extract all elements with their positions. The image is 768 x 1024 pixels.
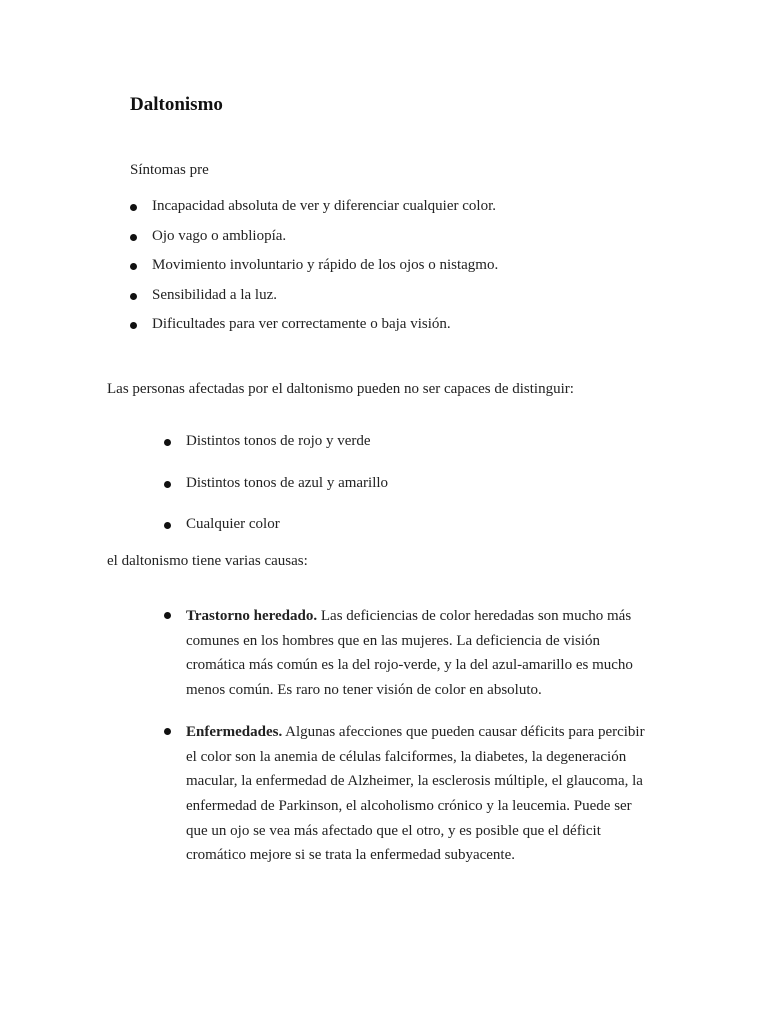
bullet-icon <box>130 263 137 270</box>
page-title: Daltonismo <box>130 94 223 115</box>
list-item-text: Distintos tonos de azul y amarillo <box>186 474 389 491</box>
cause-text: Las deficiencias de color heredadas son mucho más comunes en los hombres que en las mujeres. La deficiencia de visión cromática más común es la del rojo-verde, y la del azul-amarillo es mucho menos común. Es raro no tener visión de color en absoluto. <box>186 608 633 699</box>
intro-paragraph: Las personas afectadas por el daltonismo pueden no ser capaces de distinguir: <box>107 381 574 397</box>
cause-text: Algunas afecciones que pueden causar déficits para percibir el color son la anemia de células falciformes, la diabetes, la degeneración macular, la enfermedad de Alzheimer, la esclerosis múltiple, el glaucoma, la enfermedad de Parkinson, el alcoholismo crónico y la leucemia. Puede ser que un ojo se vea más afectado que el otro, y es posible que el déficit cromático mejore si se trata la enfermedad subyacente. <box>186 723 645 864</box>
section-subtitle: Síntomas pre <box>130 162 209 178</box>
bullet-icon <box>130 204 137 211</box>
list-item <box>130 257 498 287</box>
list-item <box>130 287 498 317</box>
bullet-icon <box>130 322 137 329</box>
bullet-icon <box>164 612 171 619</box>
symptoms-list <box>130 198 498 346</box>
list-item <box>130 228 498 258</box>
list-item <box>164 433 388 475</box>
bullet-icon <box>164 439 171 446</box>
bullet-icon <box>130 293 137 300</box>
causes-intro: el daltonismo tiene varias causas: <box>107 553 308 569</box>
cause-heading: Enfermedades. <box>186 723 283 740</box>
list-item-text: Incapacidad absoluta de ver y diferenciar cualquier color. <box>152 198 496 214</box>
list-item-text: Ojo vago o ambliopía. <box>152 227 287 244</box>
list-item <box>164 516 388 558</box>
list-item <box>164 475 388 517</box>
list-item-text: Cualquier color <box>186 516 280 532</box>
cause-heading: Trastorno heredado. <box>186 608 318 624</box>
bullet-icon <box>164 481 171 488</box>
list-item-text: Movimiento involuntario y rápido de los ojos o nistagmo. <box>152 257 499 273</box>
bullet-icon <box>130 234 137 241</box>
bullet-icon <box>164 522 171 529</box>
list-item <box>164 720 654 868</box>
bullet-icon <box>164 728 171 735</box>
list-item <box>164 604 654 703</box>
causes-list <box>164 604 654 868</box>
cannot-distinguish-list <box>164 433 388 558</box>
list-item-text: Distintos tonos de rojo y verde <box>186 433 371 449</box>
list-item-text: Dificultades para ver correctamente o baja visión. <box>152 316 451 332</box>
list-item <box>130 316 498 346</box>
list-item <box>130 198 498 228</box>
list-item-text: Sensibilidad a la luz. <box>152 286 277 303</box>
